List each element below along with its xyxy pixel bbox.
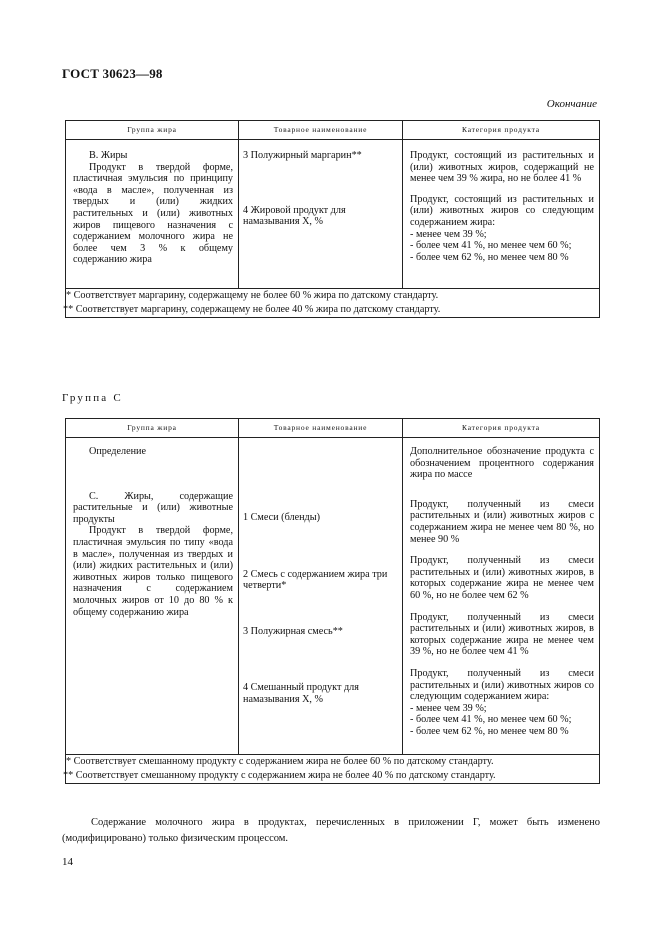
product-category: Продукт, состоящий из растительных и (или) животных жиров, содержащий не менее чем 39 % жира, но не более 41 % [410,150,594,185]
product-category: Продукт, полученный из смеси растительных и (или) животных жиров, в которых содержание жира не менее чем 60 %, но не более чем 62 % [410,555,594,601]
footnote: * Соответствует маргарину, содержащему не более 60 % жира по датскому стандарту. [66,290,439,301]
category-bullet: - более чем 62 %, но менее чем 80 % [410,251,569,263]
document-code: ГОСТ 30623—98 [62,66,163,81]
product-name: 3 Полужирная смесь** [243,625,343,637]
group-title: С. Жиры, содержащие растительные и (или) животные продукты [73,490,233,525]
table-row [66,140,600,289]
footnote: ** Соответствует маргарину, содержащему не более 40 % жира по датскому стандарту. [63,304,441,315]
category-bullet: - менее чем 39 %; [410,228,487,240]
notes-row [66,289,600,318]
product-name: 4 Жировой продукт для намазывания Х, % [243,204,346,228]
definition-category: Дополнительное обозначение продукта с обозначением процентного содержания жира по массе [410,446,594,481]
definition-label: Определение [89,446,147,457]
product-name: 2 Смесь с содержанием жира три четверти* [243,568,388,592]
column-header-category: Категория продукта [403,121,600,140]
group-description: Продукт в твердой форме, пластичная эмульсия по принципу «вода в масле», полученная из твердых и (или) жидких растительных и (или) животных жиров пищевого назначения с содержанием молочного жира не более чем 3 % к общему содержанию жира [73,161,233,266]
table-header-row [66,121,600,140]
group-title: В. Жиры [89,150,128,161]
product-name: 4 Смешанный продукт для намазывания Х, % [243,682,359,705]
product-name: 3 Полужирный маргарин** [243,150,362,161]
ending-label: Окончание [546,98,597,110]
table-header-row [66,419,600,438]
table-row [66,438,600,755]
category-bullet: - более чем 41 %, но менее чем 60 %; [410,240,572,252]
notes-row [66,755,600,784]
column-header-fat-group: Группа жира [66,419,239,438]
category-bullet: - более чем 62 %, но менее чем 80 % [410,725,569,737]
product-category: Продукт, полученный из смеси растительных и (или) животных жиров, в которых содержание жира не менее чем 39 %, но не более чем 41 % [410,611,594,658]
category-bullet: - менее чем 39 %; [410,702,487,714]
fats-table-c [65,418,600,784]
footnote: ** Соответствует смешанному продукту с содержанием жира не более 40 % по датскому стандарту. [63,770,496,781]
fats-table-b [65,120,600,318]
footnote: * Соответствует смешанному продукту с содержанием жира не более 60 % по датскому стандарту. [66,756,494,767]
group-c-heading: Группа С [62,392,123,404]
product-name: 1 Смеси (бленды) [243,512,320,523]
column-header-fat-group: Группа жира [66,121,239,140]
group-description: Продукт в твердой форме, пластичная эмульсия по типу «вода в масле», полученная из твердых и (или) жидких растительных и (или) животных жиров только пищевого назначения с содержанием молочных жиров от 10 до 80 % к общему содержанию жира [73,525,233,618]
category-bullet: - более чем 41 %, но менее чем 60 %; [410,714,572,726]
closing-paragraph: Содержание молочного жира в продуктах, перечисленных в приложении Г, может быть изменено (модифицировано) только физическим процессом. [62,817,600,844]
product-category: Продукт, состоящий из растительных и (или) животных жиров со следующим содержанием жира: [410,193,594,228]
product-category: Продукт, полученный из смеси растительных и (или) животных жиров с содержанием жира не менее чем 80 %, но менее 90 % [410,498,594,545]
column-header-category: Категория продукта [403,419,600,438]
page-number: 14 [62,856,73,868]
column-header-trade-name: Товарное наименование [239,121,403,140]
column-header-trade-name: Товарное наименование [239,419,403,438]
product-category: Продукт, полученный из смеси растительных и (или) животных жиров со следующим содержанием жира: [410,667,594,703]
